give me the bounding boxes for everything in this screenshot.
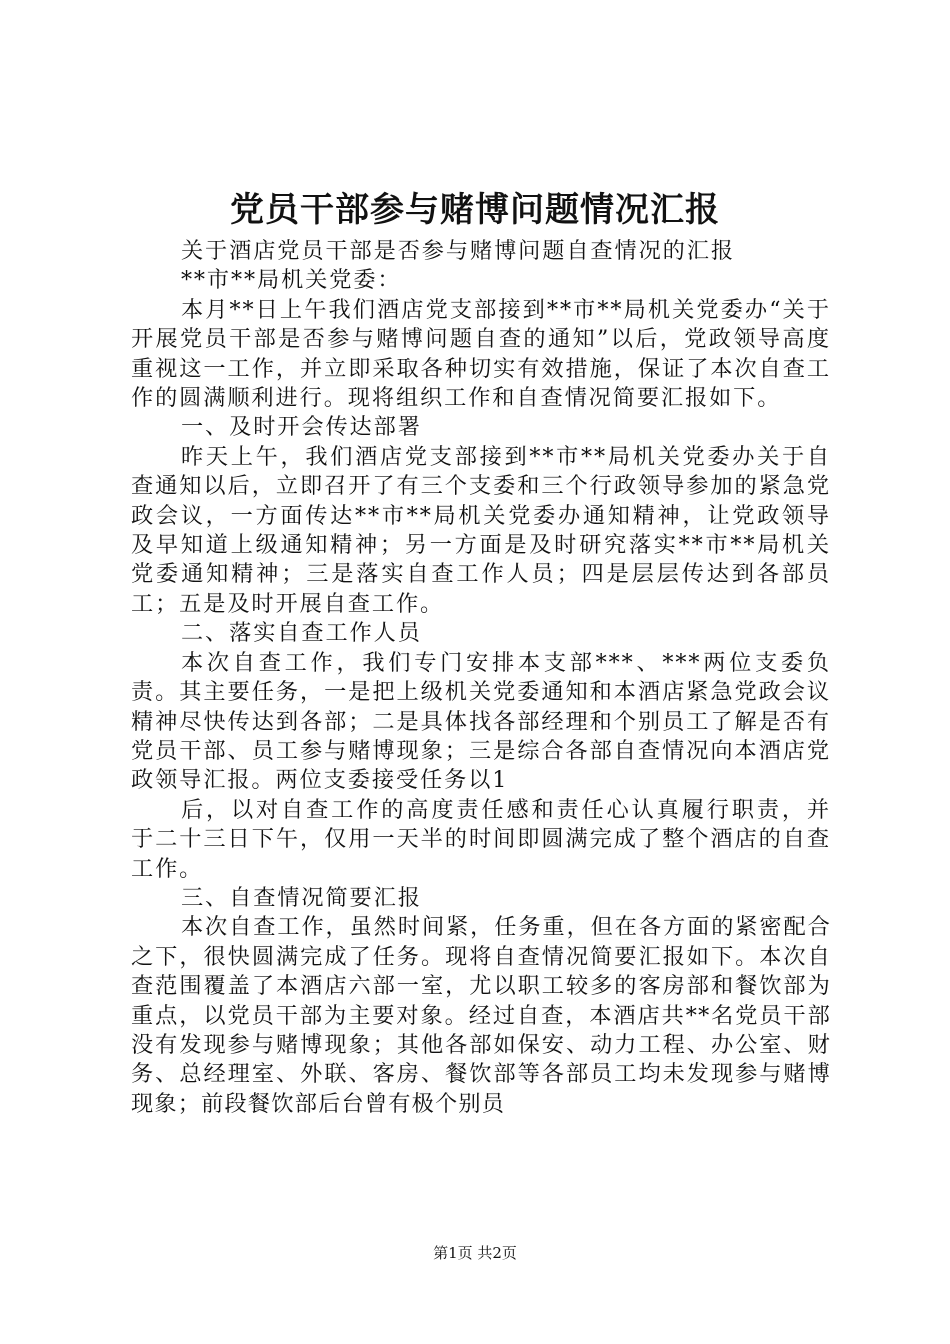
report-subtitle: 关于酒店党员干部是否参与赌博问题自查情况的汇报 [180,238,735,264]
paragraph-section-3: 本次自查工作，虽然时间紧，任务重，但在各方面的紧密配合之下，很快圆满完成了任务。现将自查情况简要汇报如下。本次自查范围覆盖了本酒店六部一室，尤以职工较多的客房部和餐饮部为重点，以党员干部为主要对象。经过自查，本酒店共**名党员干部没有发现参与赌博现象；其他各部如保安、动力工程、办公室、财务、总经理室、外联、客房、餐饮部等各部员工均未发现参与赌博现象；前段餐饮部后台曾有极个别员 [131,914,831,1117]
document-title: 党员干部参与赌博问题情况汇报 [230,190,720,230]
document-body [131,237,831,1119]
section-heading-3: 三、自查情况简要汇报 [180,884,422,911]
page-number-footer: 第1页 共2页 [433,1244,517,1262]
section-heading-1: 一、及时开会传达部署 [180,414,422,441]
section-heading-2: 二、落实自查工作人员 [180,620,422,647]
paragraph-section-2-continued: 后，以对自查工作的高度责任感和责任心认真履行职责，并于二十三日下午，仅用一天半的时间即圆满完成了整个酒店的自查工作。 [131,796,831,882]
paragraph-intro: 本月**日上午我们酒店党支部接到**市**局机关党委办“关于开展党员干部是否参与赌博问题自查的通知”以后，党政领导高度重视这一工作，并立即采取各种切实有效措施，保证了本次自查工作的圆满顺利进行。现将组织工作和自查情况简要汇报如下。 [131,296,831,412]
salutation: **市**局机关党委： [180,267,402,294]
paragraph-section-1: 昨天上午，我们酒店党支部接到**市**局机关党委办关于自查通知以后，立即召开了有三个支委和三个行政领导参加的紧急党政会议，一方面传达**市**局机关党委办通知精神，让党政领导及早知道上级通知精神；另一方面是及时研究落实**市**局机关党委通知精神；三是落实自查工作人员；四是层层传达到各部员工；五是及时开展自查工作。 [131,443,831,617]
paragraph-section-2: 本次自查工作，我们专门安排本支部***、***两位支委负责。其主要任务，一是把上级机关党委通知和本酒店紧急党政会议精神尽快传达到各部；二是具体找各部经理和个别员工了解是否有党员干部、员工参与赌博现象；三是综合各部自查情况向本酒店党政领导汇报。两位支委接受任务以1 [131,649,831,794]
